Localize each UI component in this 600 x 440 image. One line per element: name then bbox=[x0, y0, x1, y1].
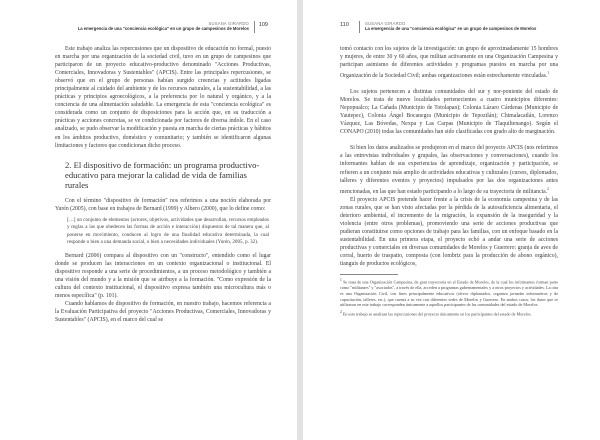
header-subtitle: La emergencia de una "conciencia ecológica" en un grupo de campesinos de Morelos bbox=[77, 26, 249, 32]
header-author: SUSANA GIRARDO bbox=[208, 21, 249, 26]
paragraph: Este trabajo analiza las repercusiones que un dispositivo de educación no formal, puesto en marcha por una organización de la sociedad civil, tuvo en un grupo de campesinos que participaron de un proyecto educativo-productivo denominado "Acciones Productivas, Comerciales, Innovadoras y Sustentables" (APCIS). Entre las principales repercusiones, se observó que en el grupo de personas habían surgido creencias y actitudes ligadas principalmente al cuidado del ambiente y de los recursos naturales, a la sustentabilidad, a las prácticas y principios agroecológicos, a la preferencia por lo natural y orgánico, y a la conciencia de una alimentación saludable. La emergencia de esta "conciencia ecológica" es considerada como un conjunto de disposiciones para la acción que, en su traducción a prácticas y acciones concretas, se ve condicionada por factores de diversa índole. En el caso analizado, se pudo observar la modificación y puesta en marcha de ciertas prácticas y hábitos en los ámbitos productivo, doméstico y comunitario; y también se identificaron algunas limitaciones y factores que condicionan dicho proceso. bbox=[55, 46, 271, 149]
paragraph: El proyecto APCIS pretende hacer frente a la crisis de la economía campesina y de las zonas rurales, que se han visto afectadas por la pérdida de la autosuficiencia alimentaria, el deterioro ambiental, el incremento de la migración, la expansión de la inseguridad y la violencia (entre otros problemas), promoviendo una serie de acciones productivas que pudieran constituirse como opciones de trabajo para las familias, con un enfoque basado en la sustentabilidad. En una primera etapa, el proyecto echó a andar una serie de acciones productivas y comerciales en diversas comunidades de Morelos y Guerrero: granja de aves de corral, huerto de traspatio, composta (con lombriz para la producción de abono orgánico), tianguis de productos ecológicos, bbox=[340, 196, 558, 267]
footnote-marker: 2 bbox=[547, 186, 549, 191]
footnote-rule bbox=[340, 274, 398, 275]
page-number: 110 bbox=[340, 22, 349, 28]
paragraph: Cuando hablamos de dispositivo de formación, en nuestro trabajo, hacemos referencia a la Evaluación Participativa del proyecto "Acciones Productivas, Comerciales, Innovadoras y Sustentables" (APCIS), en el marco del cual se bbox=[55, 301, 271, 324]
section-heading: 2. El dispositivo de formación: un programa productivo-educativo para mejorar la calidad de vida de familias rurales bbox=[65, 159, 260, 191]
footnote bbox=[340, 310, 558, 317]
paragraph-text: Si bien los datos analizados se produjeron en el marco del proyecto APCIS (nos referimos a las entrevistas individuales y grupales, las observaciones y conversaciones), cuando los informantes hablan de sus experiencias de aprendizaje, organización y participación, se refieren a un conjunto más amplio de actividades educativas y culturales (cursos, diplomados, talleres y diferentes eventos y proyectos) impulsados por las dos organizaciones antes mencionadas, en las que han estado participando a lo largo de su trayectoria de militancia. bbox=[340, 145, 558, 195]
footnote-number: 1 bbox=[340, 278, 342, 283]
paragraph bbox=[340, 144, 558, 195]
running-header bbox=[78, 21, 249, 31]
paragraph: Bernard (2006) compara al dispositivo con un "constructo", entendido como el lugar donde se producen las interacciones en un contexto organizacional o institucional. El dispositivo responde a una serie de procedimientos, a un proceso metodológico y también a una visión del mundo y a la misión que se atribuye a la formación. "Como expresión de la cultura del contexto institucional, el dispositivo expresa también una microcultura más o menos específica" (p. 101). bbox=[55, 253, 271, 300]
right-page bbox=[303, 0, 600, 440]
footnote-number: 2 bbox=[340, 309, 342, 314]
paragraph bbox=[340, 45, 558, 80]
footnote-marker: 1 bbox=[547, 71, 550, 76]
block-quote: […] un conjunto de elementos (actores, objetivos, actividades que desarrollan, recursos empleados y reglas a las que obedecen las formas de acción e interacción) dispuestos de tal manera que, al ponerse en movimiento, conducen al logro de una finalidad educativa determinada, la cual responde o bien a una demanda social, o bien a necesidades individuales (Yurén, 2005, p. 32). bbox=[67, 216, 269, 245]
footnote-text: Se trata de una Organización Campesina, de gran trayectoria en el Estado de Morelos, de la cual los informantes forman parte como "militantes" y "asociados", a través de ella, acceden a programas gubernamentales y a otros proyectos y actividades. La otra es una Organización Civil, con fines principalmente educativos (ofrece diplomados, organiza jornadas informativas y de capacitación, talleres, etc.), que cuenta a su vez con diferentes sedes de Morelos y Guerrero. En ambos casos, los datos que se utilizaron en este trabajo corresponden únicamente a aquellos participantes de las comunidades del estado de Morelos. bbox=[340, 279, 558, 308]
paragraph-text: tomó contacto con los sujetos de la investigación: un grupo de aproximadamente 15 hombres y mujeres, de entre 30 y 60 años, que militan activamente en una Organización Campesina y participan asimismo de diferentes actividades y programas puestos en marcha por una Organización de la Sociedad Civil; ambas organizaciones están estrechamente vinculadas. bbox=[340, 46, 558, 80]
footnote bbox=[340, 278, 558, 307]
header-author: SUSANA GIRARDO bbox=[365, 21, 406, 26]
page-number: 109 bbox=[258, 22, 268, 28]
footnote-text: En este trabajo se analizan las repercusiones del proyecto únicamente en los participantes del estado de Morelos. bbox=[342, 311, 532, 317]
header-subtitle: La emergencia de una "conciencia ecológica" en un grupo de campesinos de Morelos bbox=[365, 26, 537, 32]
header-rule bbox=[254, 21, 255, 33]
left-page bbox=[0, 0, 297, 440]
right-body-text bbox=[340, 45, 558, 319]
paragraph: Los sujetos pertenecen a distintas comunidades del sur y nor-poniente del estado de Morelos. Se trata de nueve localidades pertenecientes a cuatro municipios diferentes: Nepopualco; La Cañada (Municipio de Totolapan); Colonia Lázaro Cárdenas (Municipio de Yautepec), Colonia Ángel Bocanegra (Municipio de Tepoztlán); Chimalacatlán, Lorenzo Vázquez, Las Bóvedas, Nexpa y Las Carpas (Municipio de Tlaquiltenango). Según el CONAPO (2010) todas las comunidades han sido clasificadas con grado alto de marginación. bbox=[340, 89, 558, 136]
header-rule bbox=[359, 21, 360, 33]
left-body-text bbox=[55, 45, 271, 325]
paragraph: Con el término "dispositivo de formación" nos referimos a una noción elaborada por Yurén (2005), con base en trabajos de Bernard (1999) y Albero (2000), que lo define como: bbox=[55, 197, 271, 212]
running-header bbox=[365, 21, 536, 31]
